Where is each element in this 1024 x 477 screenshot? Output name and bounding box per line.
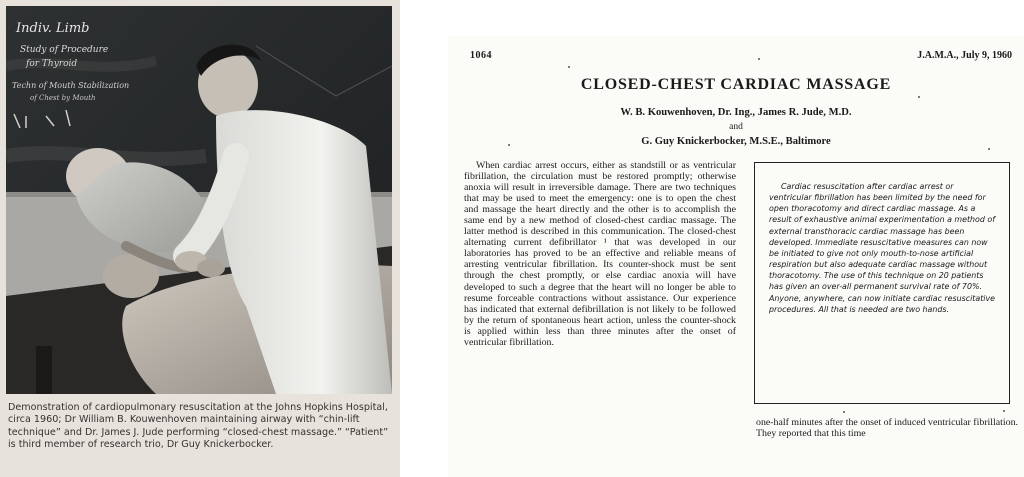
scan-speck bbox=[988, 148, 990, 150]
chalk-line-5: of Chest by Mouth bbox=[30, 94, 96, 102]
authors-conjunction: and bbox=[729, 122, 743, 132]
scan-speck bbox=[758, 58, 760, 60]
photo-caption: Demonstration of cardiopulmonary resuscitation at the Johns Hopkins Hospital, circa 1960; Dr William B. Kouwenhoven maintaining airway with “chin-lift technique” and Dr. James J. Jude performing “closed-chest massage.” “Patient” is third member of research trio, Dr Guy Knickerbocker. bbox=[8, 402, 389, 451]
scan-speck bbox=[1003, 410, 1005, 412]
chalk-line-1: Indiv. Limb bbox=[16, 21, 90, 36]
resuscitation-photograph bbox=[6, 6, 392, 394]
journal-page bbox=[448, 36, 1024, 477]
journal-date: J.A.M.A., July 9, 1960 bbox=[917, 50, 1012, 61]
chalk-line-3: for Thyroid bbox=[26, 59, 78, 69]
abstract-text: Cardiac resuscitation after cardiac arrest or ventricular fibrillation has been limited by the need for open thoracotomy and direct cardiac massage. As a result of exhaustive animal experimentation a method of external transthoracic cardiac massage has been developed. Immediate resuscitative measures can now be initiated to give not only mouth-to-nose artificial respiration but also adequate cardiac massage without thoracotomy. The use of this technique on 20 patients has given an over-all permanent survival rate of 70%. Anyone, anywhere, can now initiate cardiac resuscitative procedures. All that is needed are two hands. bbox=[769, 182, 996, 314]
chalk-line-4: Techn of Mouth Stabilization bbox=[12, 81, 130, 90]
article-title: CLOSED-CHEST CARDIAC MASSAGE bbox=[580, 76, 892, 93]
continuation-text: one-half minutes after the onset of induced ventricular fibrillation. They reported that this time bbox=[756, 417, 1018, 440]
photo-panel bbox=[0, 0, 400, 477]
scan-speck bbox=[508, 144, 510, 146]
authors-line-1: W. B. Kouwenhoven, Dr. Ing., James R. Jude, M.D. bbox=[620, 107, 852, 118]
scan-speck bbox=[918, 96, 920, 98]
abstract-box bbox=[754, 162, 1010, 404]
authors-line-2: G. Guy Knickerbocker, M.S.E., Baltimore bbox=[641, 136, 831, 147]
page-number: 1064 bbox=[470, 50, 492, 61]
chalk-line-2: Study of Procedure bbox=[20, 45, 109, 55]
scan-speck bbox=[568, 66, 570, 68]
photo-illustration bbox=[6, 6, 392, 394]
article-body-column: When cardiac arrest occurs, either as standstill or as ventricular fibrillation, the circulation must be restored promptly; otherwise anoxia will result in irreversible damage. There are two techniques that may be used to meet the emergency: one is to open the chest and massage the heart directly and the other is to accomplish the same end by a new method of closed-chest cardiac massage. The latter method is described in this communication. The closed-chest alternating current defibrillator ¹ that was developed in our laboratories has proved to be an effective and reliable means of arresting ventricular fibrillation. Its counter-shock must be sent through the chest promptly, or else cardiac anoxia will have developed to such a degree that the heart will no longer be able to resume forceable contractions without assistance. Our experience has indicated that external defibrillation is not likely to be followed by the return of spontaneous heart action, unless the counter-shock is applied within less than three minutes after the onset of ventricular fibrillation. bbox=[464, 160, 736, 348]
scan-speck bbox=[843, 411, 845, 413]
